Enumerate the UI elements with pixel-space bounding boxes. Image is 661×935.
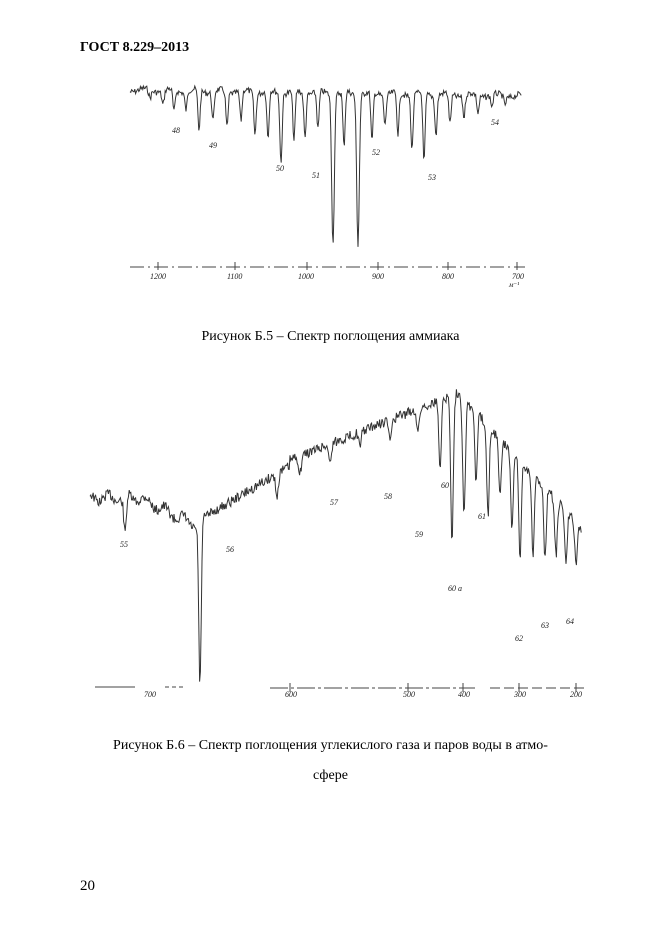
co2-peak-labels: [120, 481, 574, 643]
figure-caption-b5: Рисунок Б.5 – Спектр поглощения аммиака: [201, 329, 460, 344]
ammonia-axis-tick-900: 900: [372, 272, 384, 281]
peak-label-59: 59: [415, 530, 423, 539]
peak-label-58: 58: [384, 492, 392, 501]
peak-label-49: 49: [209, 141, 217, 150]
figure-caption-b6-line2: сфере: [313, 768, 348, 783]
ammonia-axis-tick-1200: 1200: [150, 272, 166, 281]
page-number: 20: [80, 878, 95, 894]
peak-label-60: 60: [441, 481, 449, 490]
peak-label-63: 63: [541, 621, 549, 630]
co2-axis-tick-300: 300: [514, 690, 526, 699]
peak-label-53: 53: [428, 173, 436, 182]
co2-axis-tick-500: 500: [403, 690, 415, 699]
figure-caption-b6-line1: Рисунок Б.6 – Спектр поглощения углекислого газа и паров воды в атмо-: [113, 738, 548, 753]
peak-label-54: 54: [491, 118, 499, 127]
peak-label-48: 48: [172, 126, 180, 135]
peak-label-52: 52: [372, 148, 380, 157]
co2-axis-tick-400: 400: [458, 690, 470, 699]
co2-water-spectrum-trace: [90, 389, 581, 681]
peak-label-64: 64: [566, 617, 574, 626]
co2-axis-tick-600: 600: [285, 690, 297, 699]
peak-label-61: 61: [478, 512, 486, 521]
ammonia-axis-tick-800: 800: [442, 272, 454, 281]
peak-label-51: 51: [312, 171, 320, 180]
peak-label-57: 57: [330, 498, 338, 507]
co2-water-spectrum-axis: [95, 683, 585, 699]
peak-label-56: 56: [226, 545, 234, 554]
ammonia-axis-unit: м⁻¹: [509, 281, 520, 289]
peak-label-60a: 60 а: [448, 584, 462, 593]
ammonia-axis-tick-1100: 1100: [227, 272, 243, 281]
document-header: ГОСТ 8.229–2013: [80, 40, 190, 55]
peak-label-55: 55: [120, 540, 128, 549]
co2-axis-tick-200: 200: [570, 690, 582, 699]
ammonia-axis-tick-700: 700: [512, 272, 524, 281]
peak-label-50: 50: [276, 164, 284, 173]
peak-label-62: 62: [515, 634, 523, 643]
co2-axis-tick-700: 700: [144, 690, 156, 699]
ammonia-axis-tick-1000: 1000: [298, 272, 314, 281]
